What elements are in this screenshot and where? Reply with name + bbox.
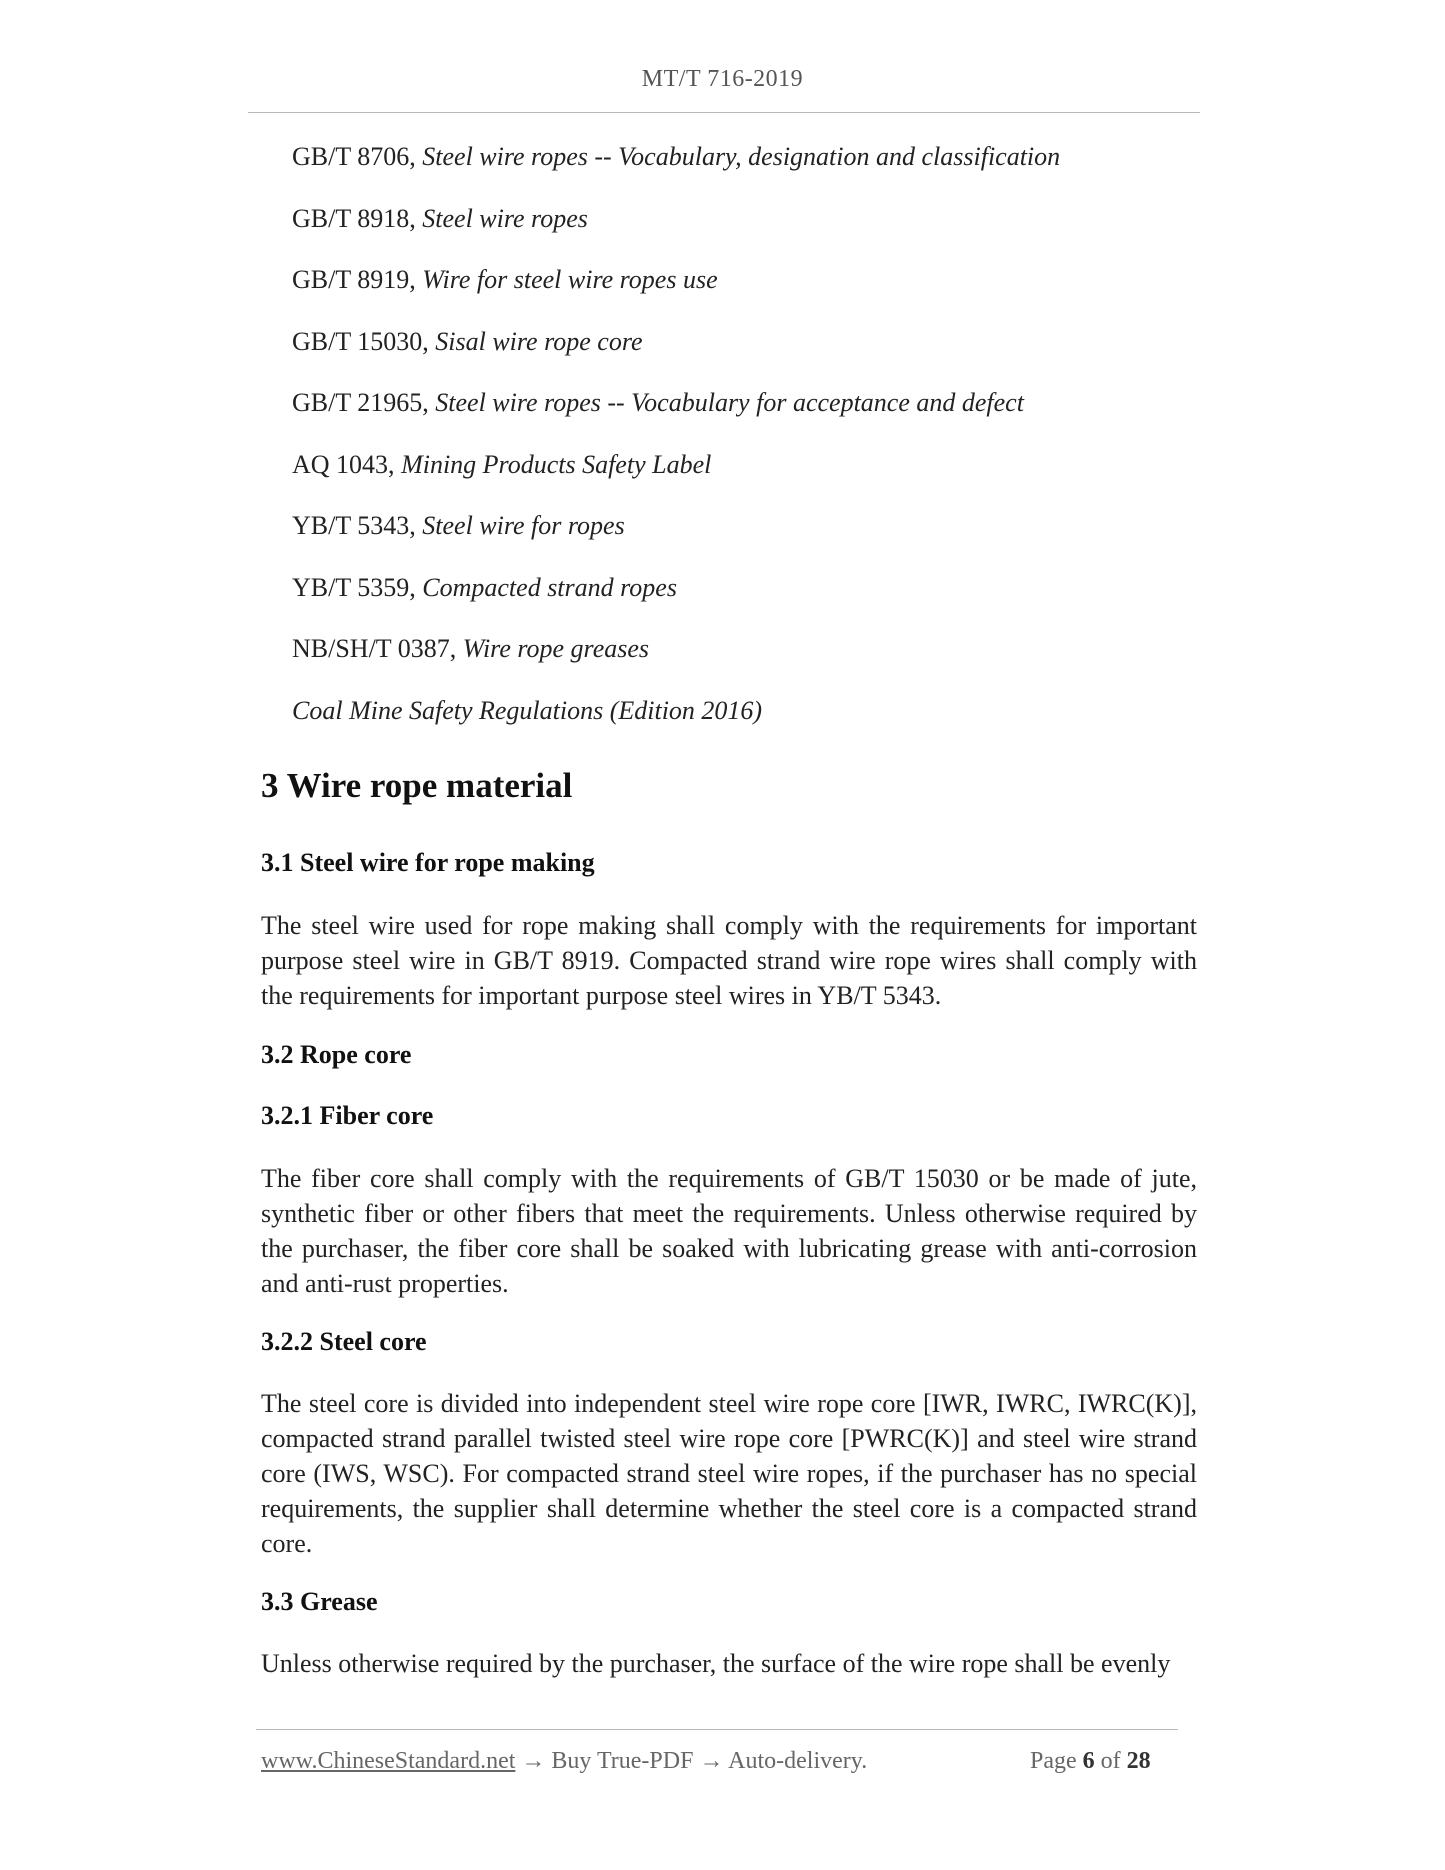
reference-item: [292, 263, 1192, 297]
reference-title: Sisal wire rope core: [435, 326, 643, 356]
normative-reference-list: [292, 140, 1192, 755]
section-3-3-paragraph: Unless otherwise required by the purchaser, the surface of the wire rope shall be evenly: [261, 1649, 1171, 1678]
reference-item: [292, 632, 1192, 666]
reference-code: GB/T 8706,: [292, 142, 423, 171]
section-3-2-1-paragraph: The fiber core shall comply with the requirements of GB/T 15030 or be made of jute, synthetic fiber or other fibers that meet the requirements. Unless otherwise required by the purchaser, the fiber core shall be soaked with lubricating grease with anti-corrosion and anti-rust properties.: [261, 1164, 1197, 1298]
site-link[interactable]: www.ChineseStandard.net: [261, 1748, 516, 1774]
header-doc-id: MT/T 716-2019: [641, 66, 804, 92]
reference-code: YB/T 5359,: [292, 572, 423, 602]
reference-item: [292, 448, 1192, 482]
reference-item: [292, 325, 1192, 359]
reference-title: Wire rope greases: [462, 634, 650, 663]
reference-item: [292, 509, 1192, 543]
section-3-1-heading: 3.1 Steel wire for rope making: [261, 848, 595, 877]
arrow-right-icon: →: [521, 1748, 546, 1774]
reference-title: Steel wire for ropes: [422, 511, 625, 540]
page-label: Page: [1030, 1748, 1077, 1774]
reference-item: [292, 140, 1192, 174]
section-3-2-2-paragraph: The steel core is divided into independent steel wire rope core [IWR, IWRC, IWRC(K)], compacted strand parallel twisted steel wire rope core [PWRC(K)] and steel wire strand core (IWS, WSC). For compacted strand steel wire ropes, if the purchaser has no special requirements, the supplier shall determine whether the steel core is a compacted strand core.: [261, 1389, 1197, 1558]
reference-item: [292, 202, 1192, 236]
footer-divider: [256, 1729, 1178, 1730]
reference-code: AQ 1043,: [292, 449, 402, 479]
reference-code: GB/T 8918,: [292, 203, 423, 233]
section-3-3-heading: 3.3 Grease: [261, 1587, 378, 1616]
reference-item: [292, 571, 1192, 605]
reference-title: Steel wire ropes: [422, 203, 588, 233]
auto-delivery-text: Auto-delivery.: [728, 1748, 868, 1774]
reference-code: GB/T 8919,: [292, 265, 423, 294]
reference-title: Steel wire ropes -- Vocabulary for acceptance and defect: [435, 388, 1024, 417]
section-3-1-paragraph: The steel wire used for rope making shall comply with the requirements for important purpose steel wire in GB/T 8919. Compacted strand wire rope wires shall comply with the requirements for important purpose steel wires in YB/T 5343.: [261, 911, 1197, 1010]
reference-code: GB/T 15030,: [292, 326, 436, 356]
section-3-2-heading: 3.2 Rope core: [261, 1040, 412, 1069]
reference-title: Wire for steel wire ropes use: [422, 265, 718, 294]
footer-promo: [261, 1748, 867, 1775]
page-indicator: [1030, 1748, 1151, 1775]
page-total: 28: [1126, 1748, 1151, 1774]
of-label: of: [1100, 1748, 1121, 1774]
header-divider: [248, 112, 1200, 113]
reference-code: NB/SH/T 0387,: [292, 634, 463, 663]
reference-title: Coal Mine Safety Regulations (Edition 2016): [292, 695, 763, 725]
reference-item: [292, 694, 1192, 728]
section-3-2-2-heading: 3.2.2 Steel core: [261, 1327, 427, 1356]
reference-title: Compacted strand ropes: [422, 572, 677, 602]
section-3-2-1-heading: 3.2.1 Fiber core: [261, 1101, 434, 1130]
arrow-right-icon: →: [699, 1748, 724, 1774]
buy-pdf-text: Buy True-PDF: [551, 1748, 694, 1774]
page-number: 6: [1082, 1748, 1095, 1774]
reference-title: Steel wire ropes -- Vocabulary, designation and classification: [422, 142, 1061, 171]
reference-code: YB/T 5343,: [292, 511, 423, 540]
reference-code: GB/T 21965,: [292, 388, 436, 417]
section-3-heading: 3 Wire rope material: [261, 766, 573, 805]
reference-item: [292, 386, 1192, 420]
reference-title: Mining Products Safety Label: [401, 449, 712, 479]
